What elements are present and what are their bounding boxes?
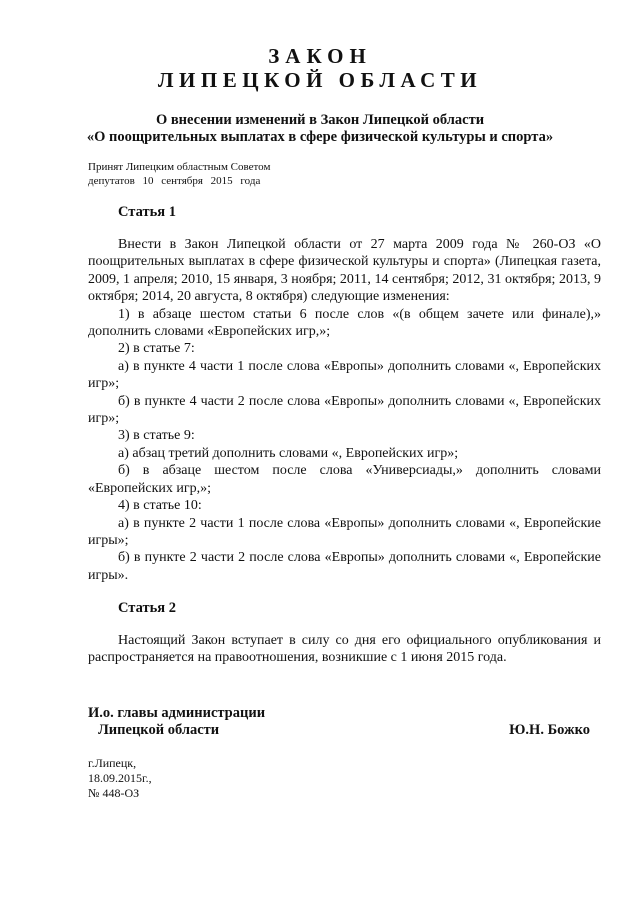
law-title-line2: ЛИПЕЦКОЙ ОБЛАСТИ (157, 68, 483, 92)
signatory-title-line1: И.о. главы администрации (88, 705, 266, 721)
article1-paragraph: Внести в Закон Липецкой области от 27 марта 2009 года № 260-ОЗ «О поощрительных выплатах в сфере физической культуры и спорта» (Липецкая газета, 2009, 1 апреля; 2010, 15 января, 3 ноября; 2011, 14 сентября; 2012, 31 октября; 2013, 9 октября; 2014, 20 августа, 8 октября) следующие изменения: (88, 237, 601, 305)
article1-paragraph: 4) в статье 10: (118, 498, 202, 514)
article1-paragraph: 2) в статье 7: (118, 341, 195, 357)
adoption-note-line2: депутатов 10 сентября 2015 года (88, 175, 261, 187)
footer-date: 18.09.2015г., (88, 771, 152, 785)
article1-paragraph: а) в пункте 4 части 1 после слова «Европы» дополнить словами «, Европейских игр»; (88, 358, 601, 392)
article1-paragraph: 3) в статье 9: (118, 428, 195, 444)
footer-law-number: № 448-ОЗ (88, 786, 140, 800)
signatory-title-line2: Липецкой области (98, 722, 220, 738)
article1-paragraph: а) в пункте 2 части 1 после слова «Европы» дополнить словами «, Европейские игры»; (88, 515, 601, 548)
article2-paragraph: Настоящий Закон вступает в силу со дня его официального опубликования и распространяется на правоотношения, возникшие с 1 июня 2015 года. (88, 633, 601, 666)
article1-paragraph: а) абзац третий дополнить словами «, Европейских игр»; (118, 445, 459, 461)
article1-body (88, 236, 601, 584)
article2-heading: Статья 2 (118, 600, 176, 616)
article1-heading: Статья 1 (118, 204, 176, 220)
article1-paragraph: б) в пункте 2 части 2 после слова «Европы» дополнить словами «, Европейские игры». (88, 550, 601, 583)
article2-body (88, 632, 601, 667)
law-title-line1: ЗАКОН (268, 44, 372, 68)
article1-paragraph: б) в абзаце шестом после слова «Универсиады,» дополнить словами «Европейских игр,»; (88, 463, 601, 496)
footer-city: г.Липецк, (88, 756, 137, 770)
signatory-name: Ю.Н. Божко (509, 722, 590, 738)
article1-paragraph: б) в пункте 4 части 2 после слова «Европы» дополнить словами «, Европейских игр»; (88, 393, 601, 427)
article1-paragraph: 1) в абзаце шестом статьи 6 после слов «(в общем зачете или финале),» дополнить словами «Европейских игр,»; (88, 306, 601, 340)
law-subject-line1: О внесении изменений в Закон Липецкой области (155, 112, 485, 128)
adoption-note-line1: Принят Липецким областным Советом (88, 161, 271, 173)
law-subject-line2: «О поощрительных выплатах в сфере физической культуры и спорта» (86, 129, 554, 145)
